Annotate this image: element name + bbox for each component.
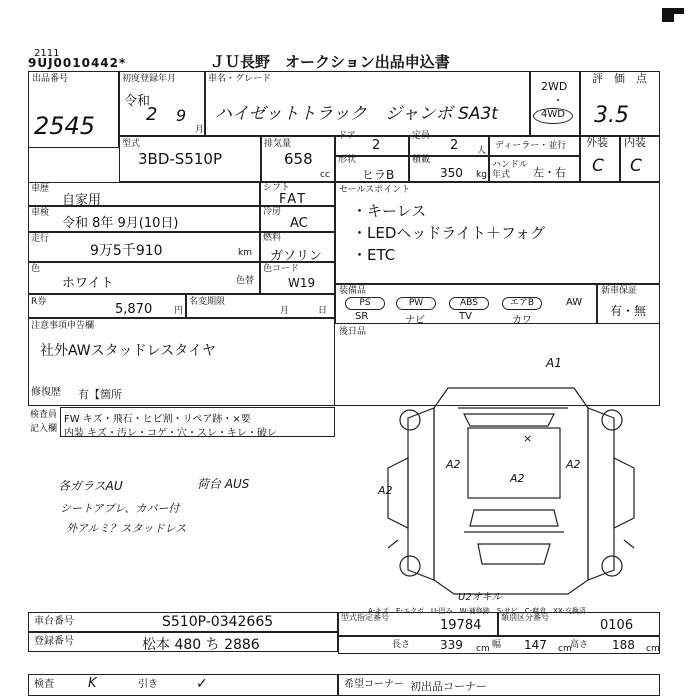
year-style-label: 年式: [492, 170, 511, 180]
length-label: 長さ: [392, 640, 411, 650]
km-unit: km: [238, 248, 252, 258]
aircon-label: 冷房: [263, 207, 282, 217]
shift-label: シフト: [263, 183, 291, 193]
reg-year-label: 初度登録年月: [122, 74, 177, 84]
memo-line-2: 荷台 AUS: [197, 477, 250, 491]
equip-tv: TV: [459, 311, 472, 322]
drive-4wd-circled: 4WD: [533, 108, 573, 124]
capacity-label: 定員: [412, 131, 431, 141]
check-row-1: FW キズ・飛石・ヒビ割・リペア跡・×要: [64, 414, 251, 425]
yen-unit: 円: [174, 306, 184, 316]
doors: 2: [372, 138, 381, 153]
doors-label: ドア: [338, 131, 356, 141]
length: 339: [440, 638, 463, 652]
shape: ヒラB: [362, 168, 395, 182]
plate-label: 登録番号: [34, 636, 74, 647]
check-label: 検査: [34, 679, 54, 690]
width-label: 幅: [492, 640, 502, 650]
serial-number: 9UJ0010442*: [28, 56, 127, 70]
new-car: 有・無: [610, 304, 647, 318]
color: ホワイト: [62, 276, 114, 291]
load: 350: [440, 166, 463, 180]
inspector-label: 検査員: [30, 410, 58, 420]
memo-line-3: シートアブレ、カバー付: [60, 502, 180, 515]
check-value: K: [88, 676, 97, 691]
height: 188: [612, 638, 635, 652]
rear-label: 後日品: [339, 327, 367, 337]
mileage: 9万5千910: [90, 243, 163, 259]
interior-label: 内装: [624, 136, 646, 149]
equip-pw: PW: [396, 297, 436, 310]
inspection-label: 車検: [31, 208, 50, 218]
color-label: 色: [31, 264, 41, 274]
drive-2wd: 2WD: [541, 80, 568, 93]
car-name: ハイゼットトラック: [215, 104, 367, 124]
corner-mark-tick: [674, 8, 684, 14]
wish: 初出品コーナー: [410, 680, 487, 693]
category-label: 類別区分番号: [501, 613, 549, 622]
plate: 松本 480 ち 2886: [142, 637, 260, 653]
selling-point-1: ・キーレス: [352, 202, 427, 220]
equip-aw: AW: [566, 297, 583, 308]
displacement: 658: [284, 150, 313, 168]
length-cm: cm: [476, 644, 490, 654]
entry-label: 記入欄: [30, 424, 58, 434]
equip-ps: PS: [345, 297, 385, 310]
damage-mark-a2-right: A2: [566, 458, 581, 471]
score-label: 評 価 点: [592, 72, 647, 85]
cc-unit: cc: [320, 170, 330, 180]
name-label: 車名・グレード: [208, 74, 272, 84]
new-car-label: 新車保証: [601, 286, 638, 296]
model-label: 型式: [122, 139, 141, 149]
class-no: 19784: [440, 618, 482, 633]
kg-unit: kg: [476, 170, 487, 180]
handle: 左・右: [533, 166, 566, 179]
pull-check-mark: ✓: [196, 676, 208, 692]
wish-label: 希望コーナー: [344, 679, 404, 690]
fuel-label: 燃料: [263, 233, 282, 243]
car-grade: ジャンボ SA3t: [385, 104, 498, 124]
memo-line-1: 各ガラスAU: [58, 479, 123, 493]
exterior-grade: C: [592, 156, 604, 176]
drive-dot: ・: [553, 96, 563, 107]
damage-mark-a1: A1: [546, 356, 562, 370]
height-cm: cm: [646, 644, 660, 654]
notes-label: 注意事項申告欄: [31, 321, 95, 331]
aircon: AC: [290, 216, 308, 231]
shape-label: 形状: [338, 155, 357, 165]
inspection: 令和 8年 9月(10日): [62, 216, 179, 231]
mileage-label: 走行: [31, 234, 50, 244]
damage-legend: A-キズ E-エクボ U-凹み W-補修跡 S-サビ C-腐食 XX-交換済: [368, 607, 586, 615]
capacity: 2: [450, 138, 459, 153]
color-code-label: 色コード: [263, 264, 300, 274]
equip-abs: ABS: [449, 297, 489, 310]
damage-mark-x: ×: [523, 432, 533, 445]
equip-airbag: エアB: [502, 297, 542, 310]
lot-number: 2545: [34, 112, 96, 140]
corner-mark-top-right: [662, 8, 674, 22]
meter-month: 月: [280, 306, 290, 316]
selling-point-3: ・ETC: [352, 246, 396, 264]
month-unit: 月: [195, 125, 205, 135]
damage-mark-a2-side: A2: [378, 484, 393, 497]
damage-mark-a2-left: A2: [446, 458, 461, 471]
color-change-label: 色替: [236, 276, 255, 286]
form-title: ＪＵ長野 オークション出品申込書: [210, 53, 450, 71]
reg-month: 9: [176, 106, 187, 125]
purpose: 自家用: [62, 193, 102, 208]
dealer-label: ディーラー・並行: [495, 141, 567, 151]
check-footer-box: [28, 674, 338, 696]
recycle: 5,870: [115, 302, 153, 317]
meter-label: 名変期限: [189, 297, 226, 307]
memo-line-4: 外アルミ？スタッドレス: [66, 522, 187, 535]
pull-label: 引き: [138, 679, 158, 690]
model: 3BD-S510P: [138, 150, 222, 168]
chassis: S510P-0342665: [162, 614, 274, 630]
repair: 有【箇所: [78, 388, 122, 401]
equip-navi: ナビ: [405, 315, 425, 326]
width: 147: [524, 638, 547, 652]
form-code: 2111: [34, 48, 60, 59]
width-cm: cm: [558, 644, 572, 654]
recycle-label: R券: [31, 297, 47, 307]
height-label: 高さ: [570, 640, 589, 650]
damage-mark-u2: U2オキル: [458, 592, 502, 603]
displacement-label: 排気量: [264, 139, 292, 149]
capacity-unit: 人: [477, 146, 487, 156]
class-label: 型式指定番号: [341, 613, 389, 622]
exterior-label: 外装: [586, 136, 608, 149]
repair-label: 修復歴: [31, 387, 61, 398]
equip-leather: カワ: [512, 315, 532, 326]
handle-label: ハンドル: [492, 160, 529, 170]
era: 令和: [124, 94, 151, 109]
category-no: 0106: [600, 618, 634, 633]
color-code: W19: [288, 276, 316, 290]
interior-grade: C: [630, 156, 642, 176]
score-value: 3.5: [594, 103, 629, 128]
fuel: ガソリン: [270, 249, 323, 264]
equipment-label: 装備品: [339, 286, 367, 296]
purpose-label: 車歴: [31, 184, 50, 194]
chassis-label: 車台番号: [34, 616, 74, 627]
reg-year: 2: [146, 104, 158, 125]
damage-mark-a2-rear: A2: [510, 472, 525, 485]
selling-point-2: ・LEDヘッドライト＋フォグ: [352, 224, 546, 242]
notes-box: [28, 318, 335, 406]
shift: FAT: [279, 192, 308, 207]
notes: 社外AWスタッドレスタイヤ: [40, 343, 216, 359]
equip-sr: SR: [355, 311, 369, 322]
selling-points-label: セールスポイント: [339, 185, 411, 195]
check-row-2: 内装 キズ・汚レ・コゲ・穴・スレ・キレ・破レ: [64, 428, 277, 439]
lot-label: 出品番号: [32, 74, 69, 84]
load-label: 積載: [412, 155, 431, 165]
recycle-box: [28, 294, 186, 318]
meter-day: 日: [318, 306, 328, 316]
